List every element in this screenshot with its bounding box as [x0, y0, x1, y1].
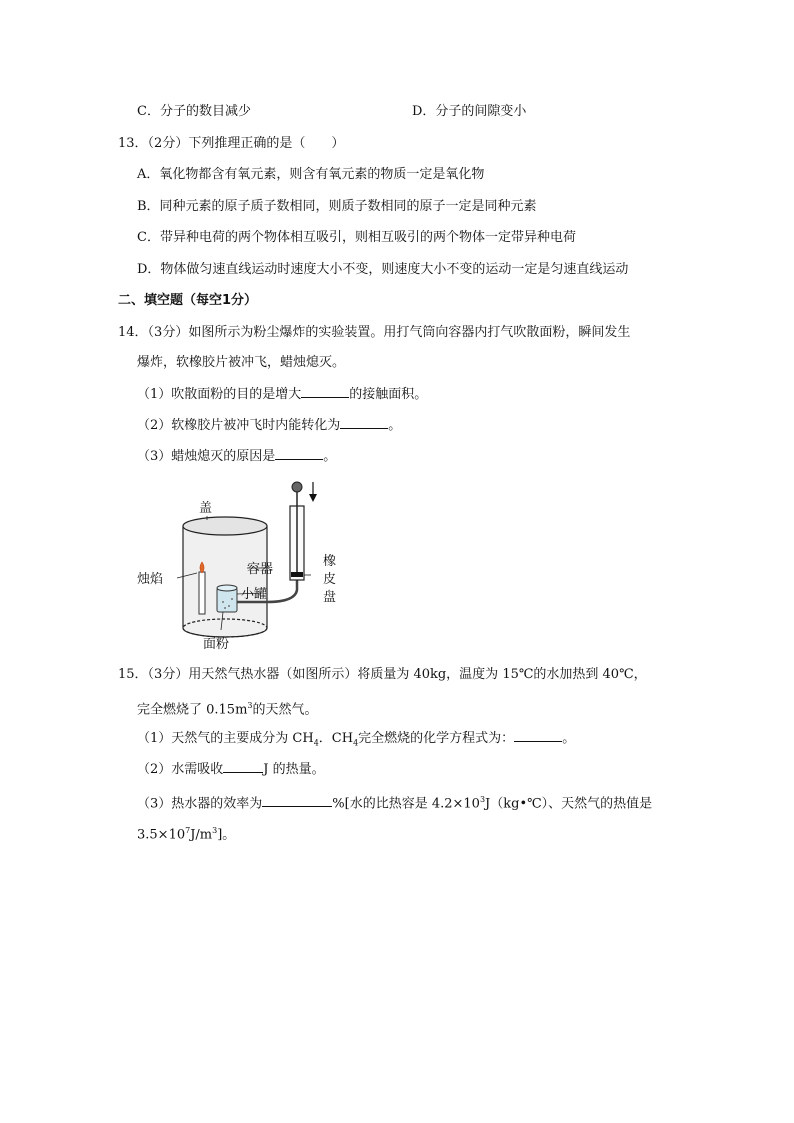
label-lid: 盖	[199, 501, 213, 516]
q15-sub1-end: 。	[562, 731, 576, 746]
q15-sub2	[137, 760, 325, 779]
q15-stem-line1: 15．（3分）用天然气热水器（如图所示）将质量为 40kg，温度为 15℃的水加热到 40℃，	[118, 667, 647, 682]
superscript: 3	[247, 701, 253, 710]
label-can: 小罐	[241, 587, 268, 602]
q15-sub3-mid: %[水的比热容是 4.2×10	[332, 796, 480, 812]
container-icon	[183, 517, 267, 637]
q15-last-text: 3.5×10	[137, 827, 186, 843]
answer-blank[interactable]	[275, 447, 323, 460]
q15-sub2-tail: J 的热量。	[263, 762, 325, 777]
answer-blank[interactable]	[262, 794, 332, 807]
subscript: 4	[313, 738, 319, 748]
subscript: 4	[353, 738, 359, 748]
q15-sub1-text: （1）天然气的主要成分为 CH	[137, 731, 314, 746]
pump-icon	[290, 482, 304, 580]
q14-sub2	[137, 416, 401, 435]
q15-stem-line2-text: 完全燃烧了 0.15m	[137, 702, 248, 718]
section-title: 二、填空题（每空1分）	[118, 293, 258, 308]
q14-sub1-text: （1）吹散面粉的目的是增大	[137, 387, 302, 402]
q15-sub1-tail: 完全燃烧的化学方程式为：	[358, 731, 515, 746]
q15-sub1-mid: ．CH	[318, 731, 354, 746]
q14-sub3	[137, 447, 336, 466]
q14-sub3-text: （3）蜡烛熄灭的原因是	[137, 449, 276, 464]
q14-sub1-tail: 的接触面积。	[349, 387, 428, 402]
q15-last-end: ]。	[217, 827, 236, 843]
answer-blank[interactable]	[340, 416, 388, 429]
q13-option-a: A．氧化物都含有氧元素，则含有氧元素的物质一定是氧化物	[137, 167, 485, 182]
label-flame: 烛焰	[137, 572, 164, 587]
dust-explosion-figure	[135, 478, 355, 656]
answer-blank[interactable]	[514, 729, 562, 742]
q14-sub2-text: （2）软橡胶片被冲飞时内能转化为	[137, 418, 341, 433]
q14-sub3-tail: 。	[323, 449, 337, 464]
q13-option-b: B．同种元素的原子质子数相同，则质子数相同的原子一定是同种元素	[137, 199, 537, 214]
q14-stem-line2: 爆炸，软橡胶片被冲飞，蜡烛熄灭。	[137, 355, 346, 370]
label-container: 容器	[247, 562, 274, 577]
q15-sub2-text: （2）水需吸收	[137, 762, 224, 777]
q14-sub1	[137, 385, 427, 404]
q12-option-d: D．分子的间隙变小	[412, 104, 527, 119]
q14-sub2-tail: 。	[388, 418, 402, 433]
q15-sub3-text: （3）热水器的效率为	[137, 796, 263, 812]
superscript: 3	[479, 795, 486, 804]
q15-stem-line2	[137, 697, 318, 719]
q15-last-line	[137, 822, 235, 844]
answer-blank[interactable]	[223, 760, 263, 773]
superscript: 7	[185, 826, 191, 835]
arrow-down-icon	[309, 482, 317, 502]
q13-stem: 13．（2分）下列推理正确的是（ ）	[118, 136, 345, 151]
answer-blank[interactable]	[301, 385, 349, 398]
q15-sub3	[137, 791, 652, 813]
label-rubber-1: 橡	[323, 554, 337, 569]
label-flour: 面粉	[203, 637, 230, 652]
label-rubber-2: 皮	[323, 572, 337, 587]
q13-option-d: D．物体做匀速直线运动时速度大小不变，则速度大小不变的运动一定是匀速直线运动	[137, 262, 629, 277]
label-rubber-3: 盘	[323, 590, 337, 605]
q15-sub3-tail: J（kg•℃）、天然气的热值是	[485, 796, 653, 812]
q14-stem-line1: 14．（3分）如图所示为粉尘爆炸的实验装置。用打气筒向容器内打气吹散面粉，瞬间发生	[118, 325, 631, 340]
q12-option-c: C．分子的数目减少	[137, 104, 251, 119]
q13-option-c: C．带异种电荷的两个物体相互吸引，则相互吸引的两个物体一定带异种电荷	[137, 230, 576, 245]
q15-stem-line2-tail: 的天然气。	[252, 702, 318, 718]
q15-sub1	[137, 729, 575, 753]
superscript: 3	[212, 826, 218, 835]
small-can-icon	[217, 585, 237, 612]
q15-last-unit: J/m	[190, 827, 213, 843]
